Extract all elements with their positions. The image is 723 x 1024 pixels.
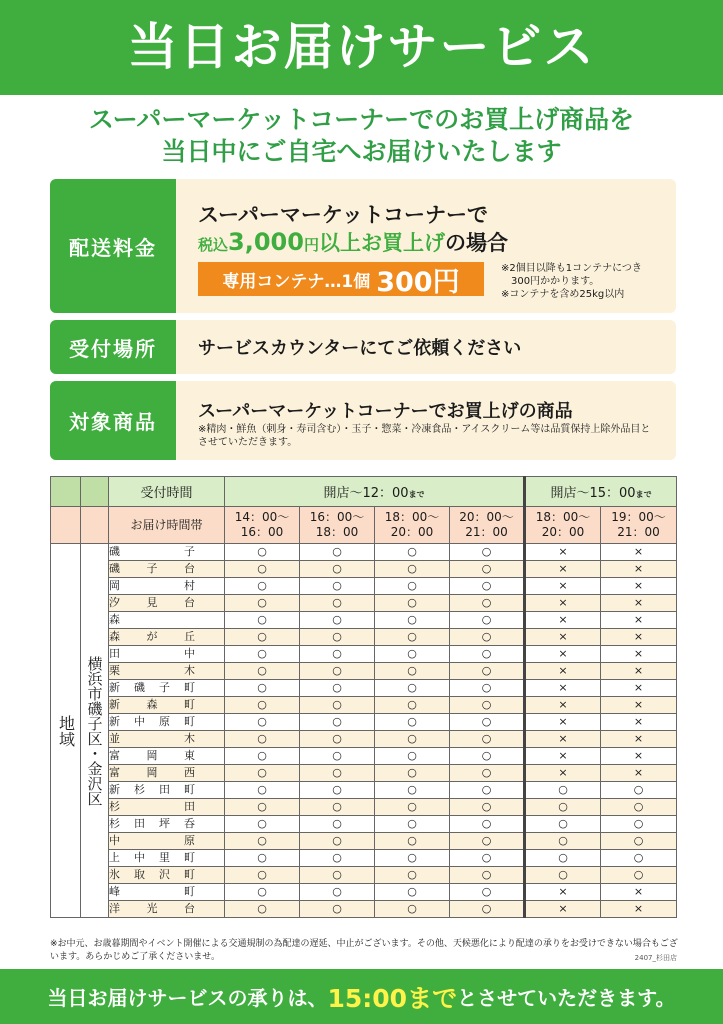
availability-cell: ○ [375,901,450,918]
availability-cell: ○ [225,714,300,731]
availability-cell: ○ [375,697,450,714]
availability-cell: ○ [300,816,375,833]
availability-cell: ○ [300,799,375,816]
availability-cell: ○ [375,765,450,782]
availability-cell: ○ [375,833,450,850]
table-row [51,629,677,646]
fee-note-3: ※コンテナを含め25kg以内 [501,289,625,300]
availability-cell: ○ [225,850,300,867]
availability-cell: ○ [300,731,375,748]
subtitle-line-1: スーパーマーケットコーナーでのお買上げ商品を [88,105,635,134]
availability-cell: ○ [450,544,525,561]
availability-cell: ○ [300,765,375,782]
availability-cell: ○ [601,833,677,850]
container-price-badge [198,262,484,296]
availability-cell: ○ [450,884,525,901]
fee-line-1: スーパーマーケットコーナーで [198,203,489,227]
town-name [109,561,225,578]
table-row [51,799,677,816]
availability-cell: ○ [525,867,601,884]
slot-4 [450,507,525,544]
town-name [109,578,225,595]
availability-cell: ○ [225,629,300,646]
availability-cell: × [601,714,677,731]
group-header-1200 [225,477,525,507]
delivery-schedule-table [50,476,677,918]
bottom-pre: 当日お届けサービスの承りは、 [47,986,328,1010]
availability-cell: ○ [525,833,601,850]
table-row [51,731,677,748]
availability-cell: ○ [300,833,375,850]
town-name [109,697,225,714]
fee-note-2: 300円かかります。 [501,276,600,287]
table-row [51,544,677,561]
availability-cell: × [601,731,677,748]
availability-cell: × [525,901,601,918]
container-price: 300円 [376,266,460,298]
availability-cell: ○ [375,544,450,561]
table-row [51,867,677,884]
table-row [51,646,677,663]
availability-cell: × [601,646,677,663]
bottom-time: 15:00まで [327,983,458,1013]
header-blank-1 [51,477,81,507]
town-name [109,544,225,561]
header-blank-2 [81,477,109,507]
availability-cell: ○ [375,663,450,680]
town-name [109,833,225,850]
table-row [51,561,677,578]
fee-suffix: の場合 [444,231,508,255]
availability-cell: ○ [450,850,525,867]
availability-cell: ○ [375,714,450,731]
availability-cell: ○ [225,680,300,697]
availability-cell: × [601,612,677,629]
availability-cell: ○ [525,799,601,816]
availability-cell: ○ [601,867,677,884]
availability-cell: ○ [300,884,375,901]
town-name-text: 上 中 里 町 [109,851,195,864]
availability-cell: ○ [300,901,375,918]
availability-cell: × [601,544,677,561]
availability-cell: ○ [375,629,450,646]
town-name [109,765,225,782]
group-1500-text: 開店〜15：00 [550,486,636,501]
availability-cell: × [601,748,677,765]
town-name [109,748,225,765]
town-name [109,884,225,901]
availability-cell: ○ [375,612,450,629]
table-row [51,884,677,901]
availability-cell: ○ [300,680,375,697]
town-name-text: 磯 子 台 [109,562,195,575]
town-name [109,714,225,731]
availability-cell: × [525,714,601,731]
table-row [51,595,677,612]
table-row [51,901,677,918]
availability-cell: ○ [225,731,300,748]
availability-cell: ○ [225,833,300,850]
slot-1-end: 16：00 [240,525,284,539]
town-name-text: 富 岡 東 [109,749,195,762]
town-name-text: 中 原 [109,834,195,847]
slot-5-end: 20：00 [541,525,585,539]
availability-cell: ○ [450,595,525,612]
availability-cell: ○ [375,867,450,884]
availability-cell: × [601,629,677,646]
town-name-text: 新 中 原 町 [109,715,195,728]
availability-cell: ○ [225,595,300,612]
target-text: スーパーマーケットコーナーでお買上げの商品 [198,401,573,422]
group-1200-text: 開店〜12：00 [323,486,409,501]
availability-cell: ○ [450,680,525,697]
place-text: サービスカウンターにてご依頼ください [198,338,522,359]
fee-amount: 3,000 [228,228,304,256]
town-name-text: 森 が 丘 [109,630,195,643]
availability-cell: ○ [300,595,375,612]
slot-4-end: 21：00 [465,525,508,539]
availability-cell: ○ [375,884,450,901]
reception-time-header: 受付時間 [109,477,225,507]
fee-section [50,179,676,313]
availability-cell: ○ [601,799,677,816]
availability-cell: × [525,561,601,578]
availability-cell: ○ [375,748,450,765]
availability-cell: ○ [225,884,300,901]
availability-cell: × [601,901,677,918]
availability-cell: ○ [300,646,375,663]
table-row [51,578,677,595]
slot-5 [525,507,601,544]
bottom-banner [0,969,723,1024]
availability-cell: ○ [525,782,601,799]
town-name [109,867,225,884]
availability-cell: × [601,578,677,595]
town-name [109,663,225,680]
availability-cell: ○ [225,646,300,663]
table-row [51,850,677,867]
slot-3-start: 18：00〜 [384,510,440,524]
availability-cell: ○ [450,663,525,680]
fee-label: 配送料金 [50,179,176,313]
slot-1 [225,507,300,544]
availability-cell: × [525,544,601,561]
availability-cell: ○ [450,731,525,748]
table-row [51,680,677,697]
availability-cell: × [525,663,601,680]
availability-cell: ○ [300,544,375,561]
availability-cell: × [601,697,677,714]
slot-3 [375,507,450,544]
town-name [109,731,225,748]
table-row [51,782,677,799]
town-name-text: 洋 光 台 [109,902,195,915]
availability-cell: ○ [450,714,525,731]
place-section [50,320,676,374]
availability-cell: ○ [450,799,525,816]
availability-cell: ○ [375,782,450,799]
town-name-text: 岡 村 [109,579,195,592]
store-code: 2407_杉田店 [634,954,677,962]
availability-cell: × [525,748,601,765]
availability-cell: ○ [300,629,375,646]
target-label: 対象商品 [50,381,176,460]
availability-cell: × [601,595,677,612]
delivery-slot-header: お届け時間帯 [109,507,225,544]
availability-cell: ○ [300,612,375,629]
fee-line-2 [198,227,508,257]
availability-cell: ○ [525,850,601,867]
availability-cell: ○ [375,646,450,663]
town-name-text: 並 木 [109,732,195,745]
availability-cell: ○ [450,765,525,782]
availability-cell: × [525,731,601,748]
town-name-text: 杉 田 坪 呑 [109,817,195,830]
town-name-text: 栗 木 [109,664,195,677]
availability-cell: ○ [300,850,375,867]
table-row [51,612,677,629]
availability-cell: ○ [300,578,375,595]
availability-cell: × [601,680,677,697]
availability-cell: ○ [225,748,300,765]
availability-cell: ○ [225,612,300,629]
table-row [51,765,677,782]
slot-3-end: 20：00 [390,525,434,539]
availability-cell: ○ [450,782,525,799]
availability-cell: ○ [375,799,450,816]
availability-cell: × [601,561,677,578]
availability-cell: ○ [450,578,525,595]
availability-cell: ○ [300,748,375,765]
availability-cell: ○ [225,561,300,578]
place-label: 受付場所 [50,320,176,374]
schedule-body [51,544,677,918]
availability-cell: ○ [601,782,677,799]
town-name-text: 新 磯 子 町 [109,681,195,694]
table-row [51,663,677,680]
header-blank-4 [81,507,109,544]
availability-cell: ○ [450,697,525,714]
town-name [109,850,225,867]
page-title: 当日お届けサービス [0,0,723,95]
availability-cell: ○ [450,646,525,663]
town-name-text: 磯 子 [109,545,195,558]
subtitle [0,104,723,168]
town-name-text: 田 中 [109,647,195,660]
availability-cell: × [601,765,677,782]
availability-cell: × [525,612,601,629]
availability-cell: ○ [450,629,525,646]
availability-cell: ○ [225,799,300,816]
availability-cell: × [525,884,601,901]
availability-cell: ○ [225,867,300,884]
town-name [109,816,225,833]
availability-cell: ○ [225,578,300,595]
availability-cell: ○ [225,697,300,714]
target-note: ※精肉・鮮魚（刺身・寿司含む）・玉子・惣菜・冷凍食品・アイスクリーム等は品質保持上除外品目とさせていただきます。 [198,424,651,448]
town-name [109,646,225,663]
town-name-text: 汐 見 台 [109,596,195,609]
availability-cell: ○ [450,748,525,765]
slot-1-start: 14：00〜 [234,510,290,524]
slot-2-start: 16：00〜 [309,510,365,524]
town-name [109,612,225,629]
fee-note-1: ※2個目以降も1コンテナにつき [501,263,642,274]
town-name [109,799,225,816]
availability-cell: ○ [225,816,300,833]
availability-cell: ○ [375,731,450,748]
town-name-text: 杉 田 [109,800,195,813]
availability-cell: ○ [375,816,450,833]
table-row [51,714,677,731]
availability-cell: ○ [300,714,375,731]
group-1200-made: まで [408,490,425,499]
availability-cell: × [525,697,601,714]
availability-cell: ○ [300,782,375,799]
availability-cell: ○ [225,544,300,561]
availability-cell: ○ [601,850,677,867]
availability-cell: ○ [450,612,525,629]
availability-cell: ○ [375,561,450,578]
container-text: 専用コンテナ…1個 [222,271,371,292]
slot-6 [601,507,677,544]
availability-cell: ○ [225,765,300,782]
town-name-text: 氷 取 沢 町 [109,868,195,881]
town-name [109,901,225,918]
town-name [109,629,225,646]
slot-6-end: 21：00 [617,525,660,539]
slot-5-start: 18：00〜 [535,510,591,524]
target-section [50,381,676,460]
availability-cell: ○ [225,782,300,799]
group-1500-made: まで [635,490,652,499]
area-label: 地域 [51,544,81,918]
availability-cell: ○ [450,561,525,578]
slot-2-end: 18：00 [315,525,359,539]
availability-cell: ○ [375,595,450,612]
slot-6-start: 19：00〜 [611,510,666,524]
table-row [51,697,677,714]
availability-cell: × [525,680,601,697]
availability-cell: × [525,765,601,782]
availability-cell: × [525,578,601,595]
availability-cell: × [601,884,677,901]
town-name-text: 富 岡 西 [109,766,195,779]
fee-yen: 円 [303,236,319,254]
fee-condition: 以上お買上げ [318,231,445,255]
availability-cell: ○ [300,561,375,578]
footnote: ※お中元、お歳暮期間やイベント開催による交通規制の為配達の遅延、中止がございます。その他、天候悪化により配達の承りをお受けできない場合もございます。あらかじめご了承くださいませ。 [50,939,678,962]
header-blank-3 [51,507,81,544]
table-row [51,833,677,850]
availability-cell: ○ [450,867,525,884]
town-name [109,680,225,697]
town-name-text: 新 森 町 [109,698,195,711]
availability-cell: × [525,595,601,612]
town-name [109,782,225,799]
availability-cell: ○ [225,901,300,918]
table-row [51,816,677,833]
availability-cell: ○ [375,680,450,697]
availability-cell: ○ [225,663,300,680]
fee-notes [501,262,642,301]
availability-cell: ○ [300,867,375,884]
town-name-text: 新 杉 田 町 [109,783,195,796]
group-header-1500 [525,477,677,507]
availability-cell: ○ [375,578,450,595]
availability-cell: ○ [375,850,450,867]
slot-2 [300,507,375,544]
availability-cell: ○ [601,816,677,833]
bottom-post: とさせていただきます。 [457,986,676,1010]
availability-cell: × [525,646,601,663]
town-name-text: 森 [109,613,120,626]
fee-tax-label: 税込 [198,236,229,254]
availability-cell: ○ [300,663,375,680]
availability-cell: ○ [450,901,525,918]
city-label: 横浜市磯子区・金沢区 [81,544,109,918]
table-row [51,748,677,765]
availability-cell: × [525,629,601,646]
town-name-text: 峰 町 [109,885,195,898]
availability-cell: × [601,663,677,680]
availability-cell: ○ [300,697,375,714]
slot-4-start: 20：00〜 [459,510,514,524]
availability-cell: ○ [450,816,525,833]
availability-cell: ○ [525,816,601,833]
subtitle-line-2: 当日中にご自宅へお届けいたします [161,137,562,166]
town-name [109,595,225,612]
availability-cell: ○ [450,833,525,850]
